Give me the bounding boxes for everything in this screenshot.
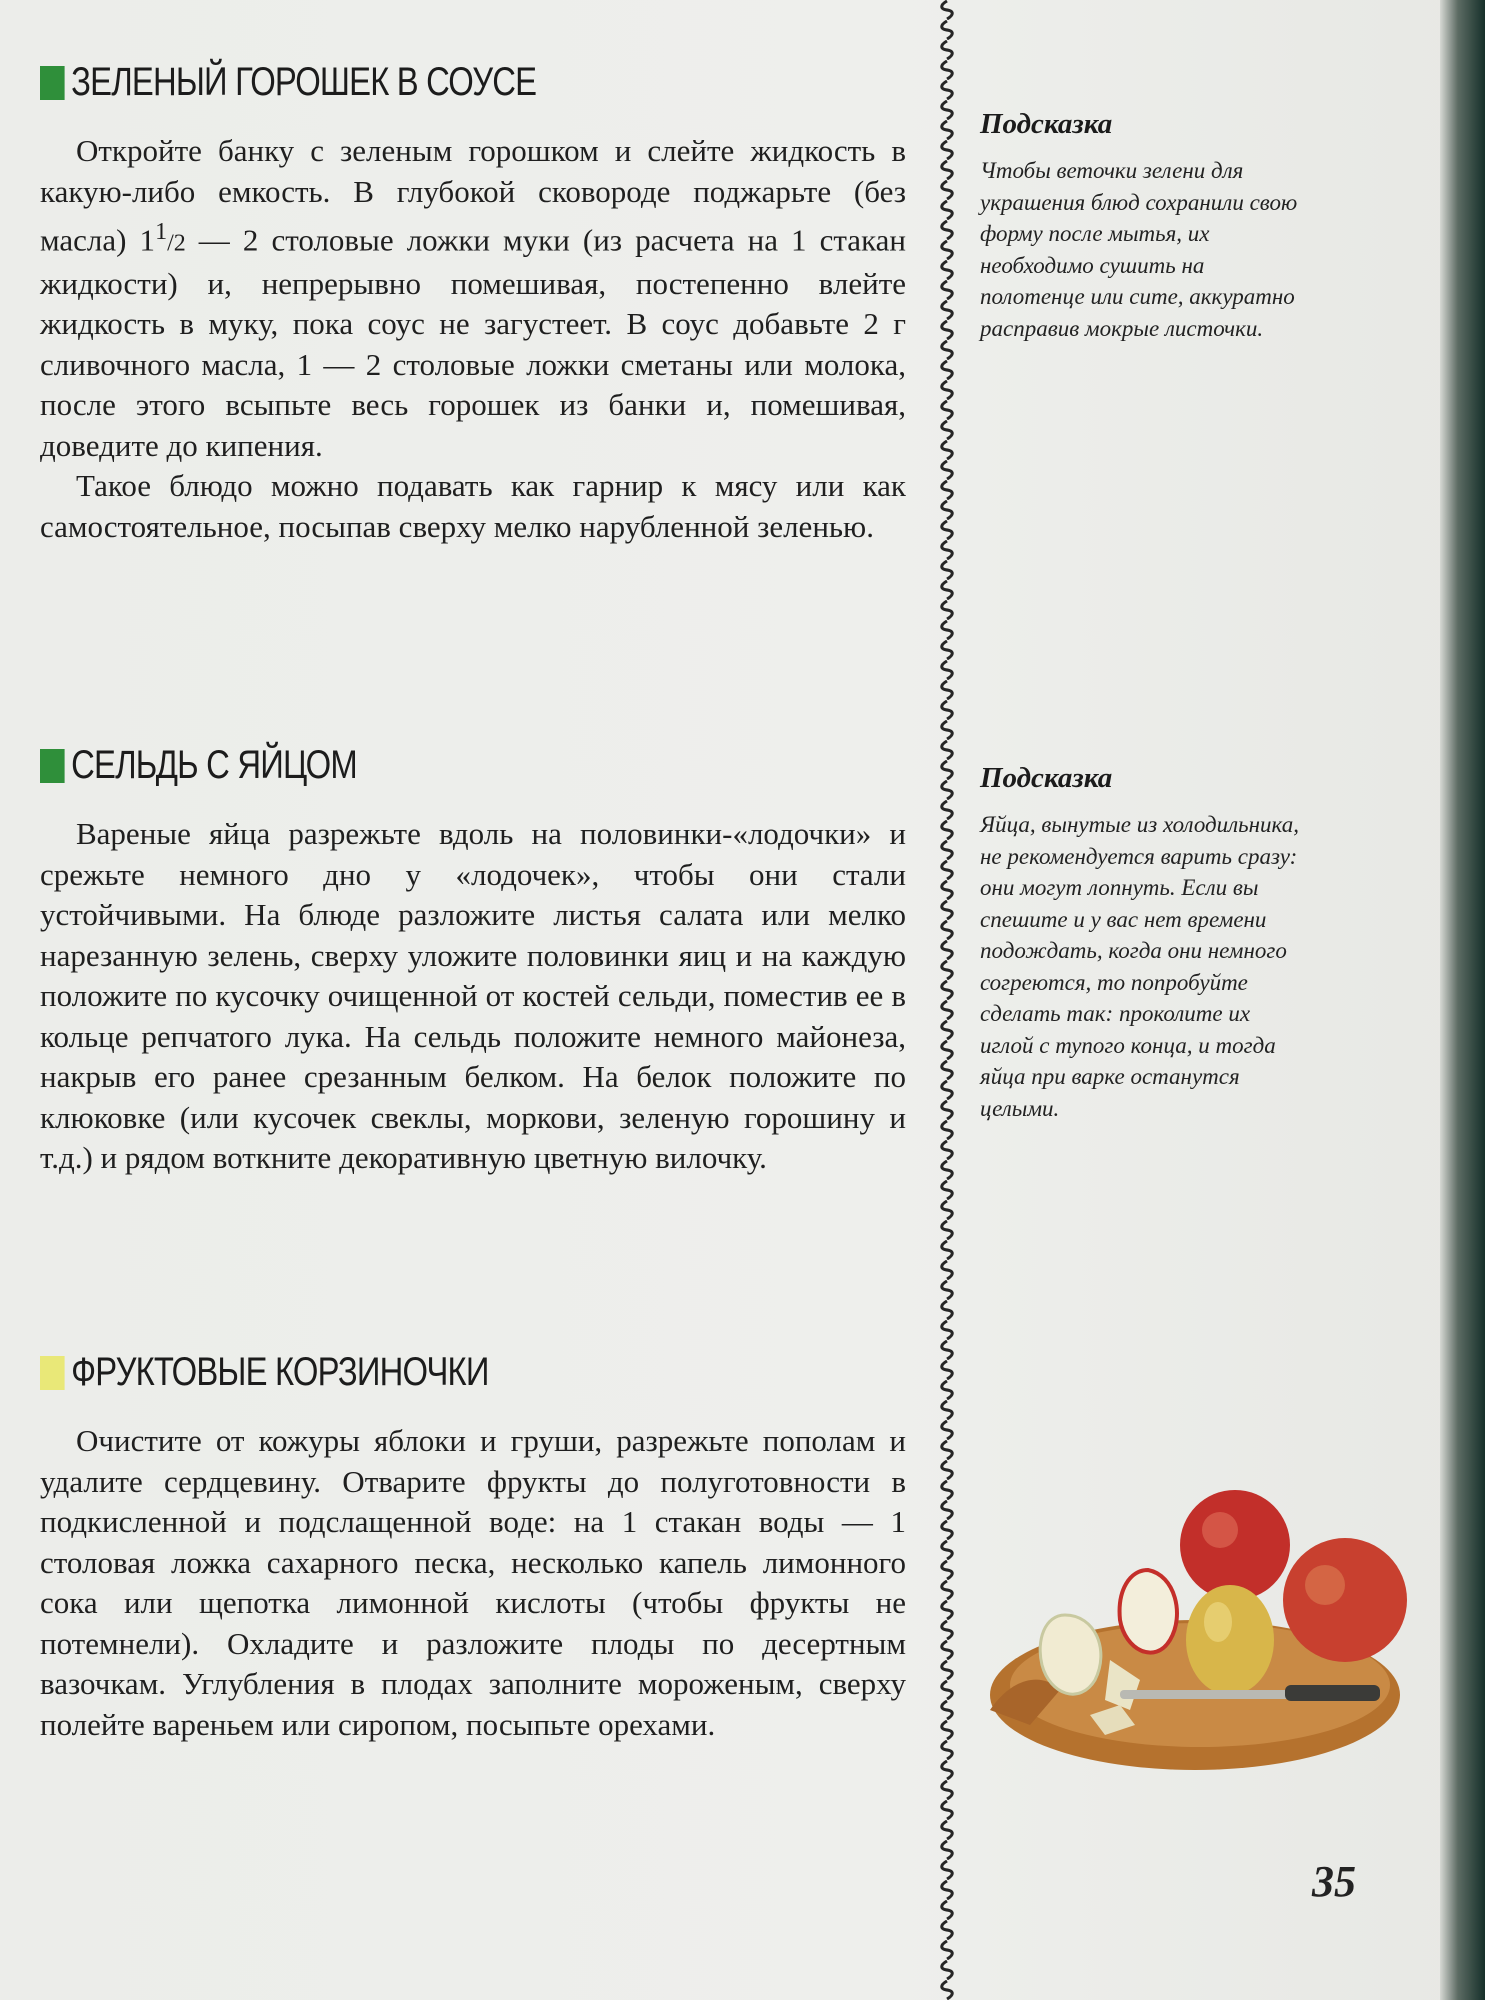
hint-text: Яйца, вынутые из холодильника, не рекомендуется варить сразу: они могут лопнуть. Если вы спешите и у вас нет времени подождать, когда они немного согреются, то попробуйте сделать так: проколите их иглой с тупого конца, и тогда яйца при варке останутся целыми. [980,812,1299,1121]
page-number: 35 [1312,1857,1356,1906]
text-run: Откройте банку с зеленым горошком и слейте жидкость в какую-либо емкость. В глубокой сковороде поджарьте (без масла) 1 [40,133,906,258]
recipe-paragraph: Такое блюдо можно подавать как гарнир к мясу или как самостоятельное, посыпав сверху мелко нарубленной зеленью. [40,468,906,544]
green-square-icon [40,66,65,100]
recipe-green-peas [40,60,906,547]
recipe-title [40,60,750,105]
text-run: — 2 столовые ложки муки (из расчета на 1 стакан жидкости) и, непрерывно помешивая, постепенно влейте жидкость в муку, пока соус не загустеет. В соус добавьте 2 г сливочного масла, 1 — 2 столовые ложки сметаны или молока, после этого всыпьте весь горошек из банки и, помешивая, доведите до кипения. [40,222,907,463]
hint-box-2 [980,762,1300,1124]
recipe-fruit-baskets [40,1350,906,1745]
fruit-plate-icon [970,1490,1410,1790]
recipe-paragraph: Вареные яйца разрежьте вдоль на половинки-«лодочки» и срежьте немного дно у «лодочек», чтобы они стали устойчивыми. На блюде разложите листья салата или мелко нарезанную зелень, сверху уложите половинки яиц и на каждую положите по кусочку очищенной от костей сельди, поместив ее в кольце репчатого лука. На сельдь положите немного майонеза, накрыв его ранее срезанным белком. На белок положите по клюковке (или кусочек свеклы, моркови, зеленую горошину и т.д.) и рядом воткните декоративную цветную вилочку. [40,816,906,1175]
recipe-title-text: ФРУКТОВЫЕ КОРЗИНОЧКИ [71,1350,489,1394]
fraction-numerator: 1 [155,219,168,245]
recipe-title [40,743,750,788]
hint-text: Чтобы веточки зелени для украшения блюд сохранили свою форму после мытья, их необходимо сушить на полотенце или сите, аккуратно расправив мокрые листочки. [980,158,1298,341]
recipe-herring-egg [40,743,906,1179]
hint-title: Подсказка [980,108,1113,140]
recipe-paragraph: Очистите от кожуры яблоки и груши, разрежьте пополам и удалите сердцевину. Отварите фрукты до полуготовности в подкисленной и подслащенной воде: на 1 стакан воды — 1 столовая ложка сахарного песка, несколько капель лимонного сока или щепотка лимонной кислоты (чтобы фрукты не потемнели). Охладите и разложите плоды по десертным вазочкам. Углубления в плодах заполните мороженым, сверху полейте вареньем или сиропом, посыпьте орехами. [40,1423,906,1742]
fraction-denominator: /2 [167,230,186,257]
recipe-body [40,1421,906,1745]
recipe-body [40,131,906,547]
ornamental-divider [936,0,958,2000]
recipe-title [40,1350,750,1395]
recipe-body [40,814,906,1179]
recipe-title-text: СЕЛЬДЬ С ЯЙЦОМ [71,743,357,787]
book-edge [1440,0,1485,2000]
recipe-paragraph [40,131,906,466]
recipe-title-text: ЗЕЛЕНЫЙ ГОРОШЕК В СОУСЕ [71,60,537,104]
hint-title: Подсказка [980,762,1113,794]
green-square-icon [40,749,65,783]
yellow-square-icon [40,1356,65,1390]
hint-box-1 [980,108,1300,344]
